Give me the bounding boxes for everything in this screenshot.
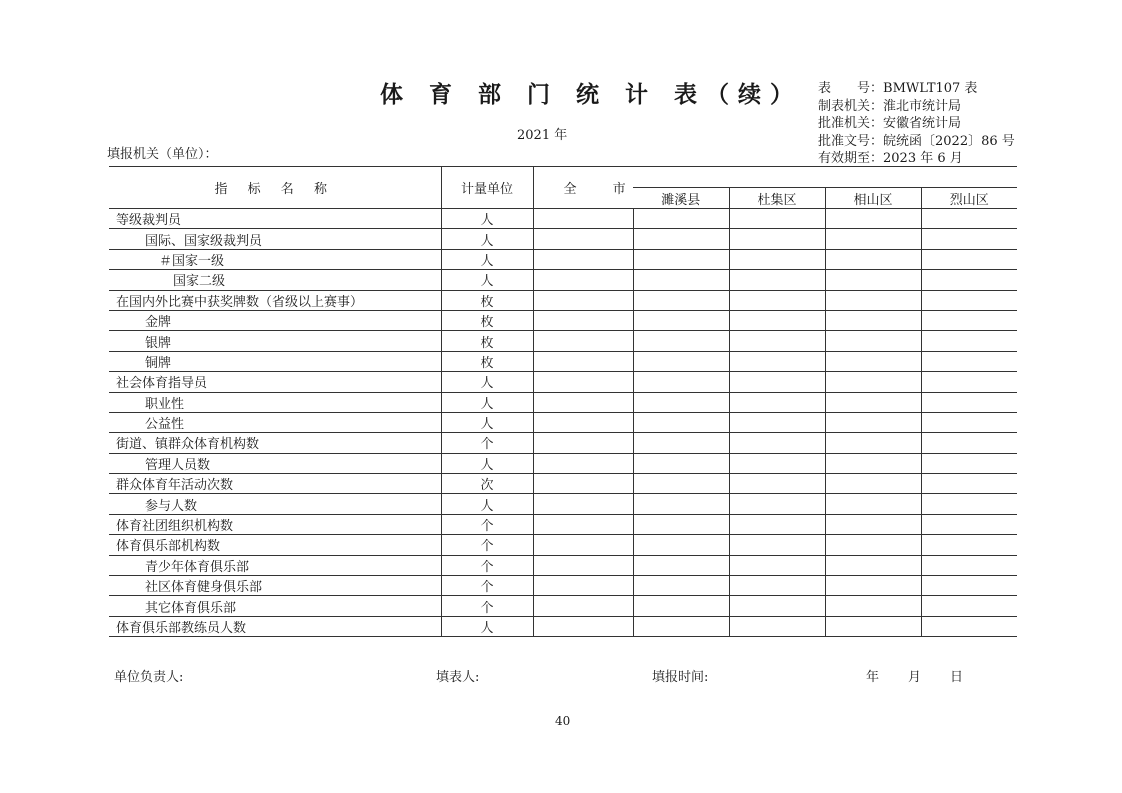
city-value-cell[interactable] bbox=[533, 209, 633, 229]
district-value-cell[interactable] bbox=[729, 555, 825, 575]
meta-form-number: 表 号：BMWLT107 表 bbox=[818, 81, 978, 96]
district-value-cell[interactable] bbox=[921, 290, 1017, 310]
unit-cell: 人 bbox=[441, 249, 533, 269]
district-value-cell[interactable] bbox=[825, 331, 921, 351]
indicator-name-cell: 体育俱乐部机构数 bbox=[109, 535, 441, 555]
district-value-cell[interactable] bbox=[729, 392, 825, 412]
district-value-cell[interactable] bbox=[825, 535, 921, 555]
unit-cell: 枚 bbox=[441, 290, 533, 310]
district-value-cell[interactable] bbox=[921, 310, 1017, 330]
header-district: 濉溪县 bbox=[633, 188, 729, 209]
header-district: 杜集区 bbox=[729, 188, 825, 209]
district-value-cell[interactable] bbox=[825, 351, 921, 371]
indicator-name-cell: 参与人数 bbox=[109, 494, 441, 514]
district-value-cell[interactable] bbox=[633, 535, 729, 555]
district-value-cell[interactable] bbox=[921, 351, 1017, 371]
district-value-cell[interactable] bbox=[825, 372, 921, 392]
unit-cell: 人 bbox=[441, 372, 533, 392]
district-value-cell[interactable] bbox=[825, 412, 921, 432]
table-row bbox=[109, 412, 1017, 432]
district-value-cell[interactable] bbox=[921, 412, 1017, 432]
table-row bbox=[109, 616, 1017, 636]
unit-cell: 人 bbox=[441, 209, 533, 229]
unit-cell: 枚 bbox=[441, 310, 533, 330]
header-unit: 计量单位 bbox=[441, 167, 533, 209]
district-value-cell[interactable] bbox=[729, 270, 825, 290]
table-row bbox=[109, 351, 1017, 371]
district-value-cell[interactable] bbox=[729, 209, 825, 229]
district-value-cell[interactable] bbox=[825, 596, 921, 616]
header-district: 相山区 bbox=[825, 188, 921, 209]
unit-cell: 人 bbox=[441, 392, 533, 412]
district-value-cell[interactable] bbox=[825, 474, 921, 494]
district-value-cell[interactable] bbox=[729, 372, 825, 392]
unit-cell: 个 bbox=[441, 596, 533, 616]
district-value-cell[interactable] bbox=[921, 270, 1017, 290]
district-value-cell[interactable] bbox=[825, 453, 921, 473]
district-value-cell[interactable] bbox=[633, 555, 729, 575]
district-value-cell[interactable] bbox=[633, 270, 729, 290]
city-value-cell[interactable] bbox=[533, 412, 633, 432]
indicator-name-cell: 金牌 bbox=[109, 310, 441, 330]
district-value-cell[interactable] bbox=[921, 616, 1017, 636]
district-value-cell[interactable] bbox=[825, 494, 921, 514]
indicator-name-cell: ＃国家一级 bbox=[109, 249, 441, 269]
district-value-cell[interactable] bbox=[825, 433, 921, 453]
table-row bbox=[109, 331, 1017, 351]
district-value-cell[interactable] bbox=[921, 229, 1017, 249]
district-value-cell[interactable] bbox=[633, 209, 729, 229]
district-value-cell[interactable] bbox=[825, 249, 921, 269]
table-row bbox=[109, 270, 1017, 290]
district-value-cell[interactable] bbox=[633, 433, 729, 453]
unit-cell: 人 bbox=[441, 270, 533, 290]
unit-cell: 枚 bbox=[441, 351, 533, 371]
district-value-cell[interactable] bbox=[921, 576, 1017, 596]
unit-cell: 次 bbox=[441, 474, 533, 494]
table-row bbox=[109, 555, 1017, 575]
indicator-name-cell: 管理人员数 bbox=[109, 453, 441, 473]
district-value-cell[interactable] bbox=[921, 535, 1017, 555]
district-value-cell[interactable] bbox=[633, 392, 729, 412]
unit-cell: 个 bbox=[441, 555, 533, 575]
district-value-cell[interactable] bbox=[729, 331, 825, 351]
table-row bbox=[109, 310, 1017, 330]
unit-cell: 人 bbox=[441, 229, 533, 249]
meta-valid-until: 有效期至：2023 年 6 月 bbox=[818, 151, 963, 166]
city-value-cell[interactable] bbox=[533, 514, 633, 534]
table-row bbox=[109, 249, 1017, 269]
district-value-cell[interactable] bbox=[729, 412, 825, 432]
city-value-cell[interactable] bbox=[533, 372, 633, 392]
district-value-cell[interactable] bbox=[921, 596, 1017, 616]
district-value-cell[interactable] bbox=[921, 494, 1017, 514]
city-value-cell[interactable] bbox=[533, 453, 633, 473]
indicator-name-cell: 街道、镇群众体育机构数 bbox=[109, 433, 441, 453]
district-value-cell[interactable] bbox=[825, 514, 921, 534]
unit-cell: 个 bbox=[441, 576, 533, 596]
district-value-cell[interactable] bbox=[633, 616, 729, 636]
district-value-cell[interactable] bbox=[921, 555, 1017, 575]
indicator-name-cell: 公益性 bbox=[109, 412, 441, 432]
page-number: 40 bbox=[555, 714, 571, 728]
district-value-cell[interactable] bbox=[729, 453, 825, 473]
table-row bbox=[109, 209, 1017, 229]
footer-filler: 填表人: bbox=[436, 670, 480, 685]
district-value-cell[interactable] bbox=[825, 576, 921, 596]
district-value-cell[interactable] bbox=[633, 229, 729, 249]
district-value-cell[interactable] bbox=[729, 433, 825, 453]
district-value-cell[interactable] bbox=[729, 290, 825, 310]
unit-cell: 枚 bbox=[441, 331, 533, 351]
district-value-cell[interactable] bbox=[921, 372, 1017, 392]
footer-month: 月 bbox=[908, 670, 922, 685]
table-row bbox=[109, 576, 1017, 596]
district-value-cell[interactable] bbox=[729, 535, 825, 555]
unit-cell: 人 bbox=[441, 494, 533, 514]
district-value-cell[interactable] bbox=[921, 209, 1017, 229]
form-metadata bbox=[818, 80, 1015, 168]
meta-approving-agency: 批准机关：安徽省统计局 bbox=[818, 116, 962, 131]
footer-date-label: 填报时间: bbox=[652, 670, 709, 685]
table-row bbox=[109, 433, 1017, 453]
district-value-cell[interactable] bbox=[633, 453, 729, 473]
table-row bbox=[109, 514, 1017, 534]
city-value-cell[interactable] bbox=[533, 270, 633, 290]
table-row bbox=[109, 290, 1017, 310]
table-row bbox=[109, 372, 1017, 392]
district-value-cell[interactable] bbox=[825, 392, 921, 412]
indicator-name-cell: 社区体育健身俱乐部 bbox=[109, 576, 441, 596]
unit-cell: 人 bbox=[441, 616, 533, 636]
indicator-name-cell: 社会体育指导员 bbox=[109, 372, 441, 392]
district-value-cell[interactable] bbox=[633, 351, 729, 371]
table-row bbox=[109, 596, 1017, 616]
district-value-cell[interactable] bbox=[825, 616, 921, 636]
district-value-cell[interactable] bbox=[825, 290, 921, 310]
indicator-name-cell: 等级裁判员 bbox=[109, 209, 441, 229]
district-value-cell[interactable] bbox=[633, 372, 729, 392]
district-value-cell[interactable] bbox=[729, 596, 825, 616]
district-value-cell[interactable] bbox=[921, 249, 1017, 269]
city-value-cell[interactable] bbox=[533, 310, 633, 330]
district-value-cell[interactable] bbox=[825, 229, 921, 249]
header-indicator-name: 指 标 名 称 bbox=[109, 167, 441, 209]
city-value-cell[interactable] bbox=[533, 576, 633, 596]
header-district-group bbox=[633, 167, 1017, 188]
indicator-name-cell: 在国内外比赛中获奖牌数（省级以上赛事） bbox=[109, 290, 441, 310]
indicator-name-cell: 群众体育年活动次数 bbox=[109, 474, 441, 494]
city-value-cell[interactable] bbox=[533, 433, 633, 453]
indicator-name-cell: 职业性 bbox=[109, 392, 441, 412]
city-value-cell[interactable] bbox=[533, 229, 633, 249]
district-value-cell[interactable] bbox=[633, 474, 729, 494]
indicator-name-cell: 体育社团组织机构数 bbox=[109, 514, 441, 534]
district-value-cell[interactable] bbox=[729, 474, 825, 494]
indicator-name-cell: 体育俱乐部教练员人数 bbox=[109, 616, 441, 636]
indicator-name-cell: 铜牌 bbox=[109, 351, 441, 371]
meta-issuing-agency: 制表机关：淮北市统计局 bbox=[818, 98, 962, 114]
district-value-cell[interactable] bbox=[729, 229, 825, 249]
district-value-cell[interactable] bbox=[729, 576, 825, 596]
header-whole-city: 全 市 bbox=[533, 167, 633, 209]
district-value-cell[interactable] bbox=[825, 270, 921, 290]
city-value-cell[interactable] bbox=[533, 535, 633, 555]
district-value-cell[interactable] bbox=[825, 555, 921, 575]
district-value-cell[interactable] bbox=[921, 474, 1017, 494]
unit-cell: 人 bbox=[441, 453, 533, 473]
district-value-cell[interactable] bbox=[633, 331, 729, 351]
indicator-name-cell: 国际、国家级裁判员 bbox=[109, 229, 441, 249]
district-value-cell[interactable] bbox=[921, 392, 1017, 412]
city-value-cell[interactable] bbox=[533, 555, 633, 575]
district-value-cell[interactable] bbox=[729, 249, 825, 269]
district-value-cell[interactable] bbox=[633, 494, 729, 514]
table-row bbox=[109, 535, 1017, 555]
district-value-cell[interactable] bbox=[825, 310, 921, 330]
indicator-name-cell: 其它体育俱乐部 bbox=[109, 596, 441, 616]
table-row bbox=[109, 392, 1017, 412]
report-year: 2021 年 bbox=[517, 128, 568, 143]
footer-responsible: 单位负责人: bbox=[114, 670, 184, 685]
unit-cell: 个 bbox=[441, 514, 533, 534]
district-value-cell[interactable] bbox=[633, 412, 729, 432]
meta-approval-number: 批准文号：皖统函〔2022〕86 号 bbox=[818, 133, 1015, 149]
district-value-cell[interactable] bbox=[633, 596, 729, 616]
district-value-cell[interactable] bbox=[729, 351, 825, 371]
unit-cell: 个 bbox=[441, 535, 533, 555]
table-row bbox=[109, 229, 1017, 249]
district-value-cell[interactable] bbox=[921, 433, 1017, 453]
unit-cell: 个 bbox=[441, 433, 533, 453]
statistics-table bbox=[109, 166, 1017, 637]
table-body bbox=[109, 209, 1017, 637]
indicator-name-cell: 青少年体育俱乐部 bbox=[109, 555, 441, 575]
district-value-cell[interactable] bbox=[633, 310, 729, 330]
district-value-cell[interactable] bbox=[633, 249, 729, 269]
city-value-cell[interactable] bbox=[533, 494, 633, 514]
city-value-cell[interactable] bbox=[533, 392, 633, 412]
district-value-cell[interactable] bbox=[825, 209, 921, 229]
district-value-cell[interactable] bbox=[921, 453, 1017, 473]
reporting-unit-label: 填报机关（单位）： bbox=[107, 147, 218, 162]
district-value-cell[interactable] bbox=[921, 331, 1017, 351]
city-value-cell[interactable] bbox=[533, 249, 633, 269]
district-value-cell[interactable] bbox=[729, 494, 825, 514]
district-value-cell[interactable] bbox=[729, 514, 825, 534]
table-row bbox=[109, 474, 1017, 494]
table-row bbox=[109, 494, 1017, 514]
district-value-cell[interactable] bbox=[729, 310, 825, 330]
indicator-name-cell: 国家二级 bbox=[109, 270, 441, 290]
footer-year: 年 bbox=[866, 670, 880, 685]
city-value-cell[interactable] bbox=[533, 474, 633, 494]
indicator-name-cell: 银牌 bbox=[109, 331, 441, 351]
city-value-cell[interactable] bbox=[533, 616, 633, 636]
table-row bbox=[109, 453, 1017, 473]
city-value-cell[interactable] bbox=[533, 596, 633, 616]
district-value-cell[interactable] bbox=[633, 514, 729, 534]
district-value-cell[interactable] bbox=[633, 290, 729, 310]
district-value-cell[interactable] bbox=[633, 576, 729, 596]
district-value-cell[interactable] bbox=[921, 514, 1017, 534]
unit-cell: 人 bbox=[441, 412, 533, 432]
footer-day: 日 bbox=[950, 670, 964, 685]
form-title: 体 育 部 门 统 计 表（续） bbox=[380, 81, 803, 108]
city-value-cell[interactable] bbox=[533, 331, 633, 351]
city-value-cell[interactable] bbox=[533, 290, 633, 310]
city-value-cell[interactable] bbox=[533, 351, 633, 371]
header-district: 烈山区 bbox=[921, 188, 1017, 209]
district-value-cell[interactable] bbox=[729, 616, 825, 636]
